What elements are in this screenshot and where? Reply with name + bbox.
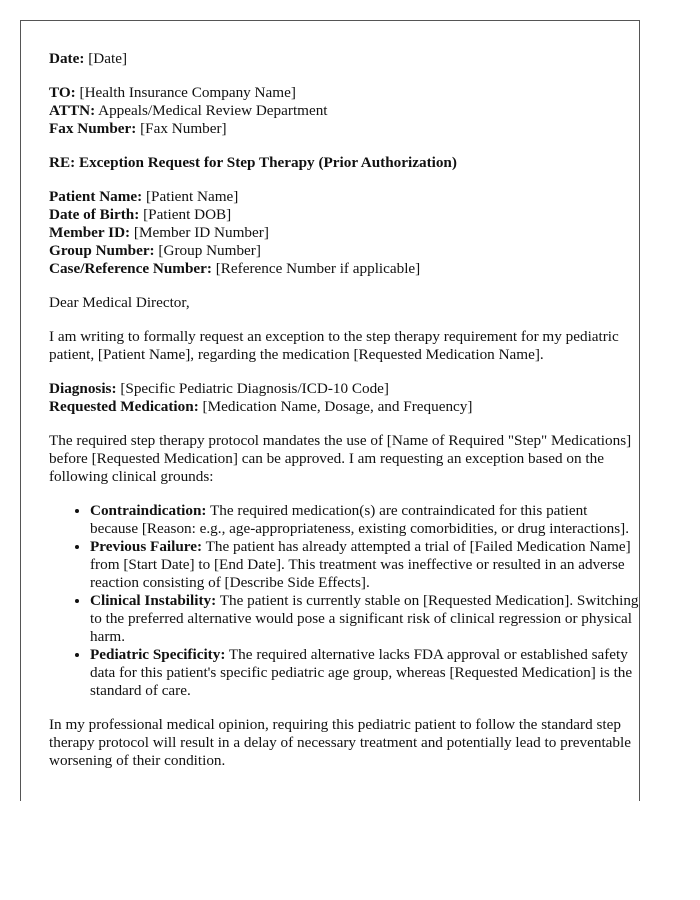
ground-text: The required medication(s) are contraindicated for this patient because [Reason: e.g., age-appropriateness, existing comorbidities, or drug interactions]. [90,502,629,537]
attn-value: Appeals/Medical Review Department [98,102,328,119]
to-line [49,84,639,102]
list-item [90,538,639,592]
patient-block [49,188,639,278]
fax-label: Fax Number: [49,120,137,137]
diagnosis-line [49,380,639,398]
list-item [90,646,639,700]
medication-label: Requested Medication: [49,398,199,415]
fax-line [49,120,639,138]
to-label: TO: [49,84,76,101]
field-value: [Patient DOB] [143,206,232,223]
attn-line [49,102,639,120]
diagnosis-value: [Specific Pediatric Diagnosis/ICD-10 Code] [120,380,389,397]
ground-text: The required alternative lacks FDA approval or established safety data for this patient's specific pediatric age group, whereas [Requested Medication] is the standard of care. [90,646,633,699]
date-label: Date: [49,50,85,67]
field-label: Group Number: [49,242,155,259]
ground-label: Previous Failure: [90,538,203,555]
ground-text: The patient has already attempted a trial of [Failed Medication Name] from [Start Date] to [End Date]. This treatment was ineffective or resulted in an adverse reaction consisting of [Describe Side Effects]. [90,538,631,591]
list-item [90,592,639,646]
date-line [49,50,639,68]
field-label: Case/Reference Number: [49,260,212,277]
opinion-paragraph: In my professional medical opinion, requiring this pediatric patient to follow the standard step therapy protocol will result in a delay of necessary treatment and potentially lead to preventable worsening of their condition. [49,716,631,769]
medication-line [49,398,639,416]
case-reference-line [49,260,639,278]
list-item [90,502,639,538]
subject-line [49,154,639,172]
attn-label: ATTN: [49,102,96,119]
patient-name-line [49,188,639,206]
diagnosis-block [49,380,639,416]
letter-content [49,50,639,770]
intro-paragraph: I am writing to formally request an exception to the step therapy requirement for my pediatric patient, [Patient Name], regarding the medication [Requested Medication Name]. [49,328,619,363]
dob-line [49,206,639,224]
salutation: Dear Medical Director, [49,294,190,311]
field-value: [Reference Number if applicable] [215,260,421,277]
field-value: [Member ID Number] [133,224,269,241]
recipient-block [49,84,639,138]
medication-value: [Medication Name, Dosage, and Frequency] [202,398,473,415]
field-value: [Group Number] [158,242,261,259]
member-id-line [49,224,639,242]
subject-text: RE: Exception Request for Step Therapy (Prior Authorization) [49,154,457,171]
ground-text: The patient is currently stable on [Requested Medication]. Switching to the preferred alternative would pose a significant risk of clinical regression or physical harm. [90,592,639,645]
to-value: [Health Insurance Company Name] [79,84,296,101]
grounds-list [49,502,639,700]
date-value: [Date] [88,50,128,67]
field-label: Date of Birth: [49,206,140,223]
ground-label: Pediatric Specificity: [90,646,226,663]
field-label: Patient Name: [49,188,143,205]
ground-label: Contraindication: [90,502,207,519]
fax-value: [Fax Number] [140,120,227,137]
group-number-line [49,242,639,260]
letter-page [20,20,640,801]
ground-label: Clinical Instability: [90,592,217,609]
diagnosis-label: Diagnosis: [49,380,117,397]
protocol-paragraph: The required step therapy protocol mandates the use of [Name of Required "Step" Medications] before [Requested Medication] can be approved. I am requesting an exception based on the following clinical grounds: [49,432,632,485]
field-label: Member ID: [49,224,131,241]
field-value: [Patient Name] [146,188,239,205]
